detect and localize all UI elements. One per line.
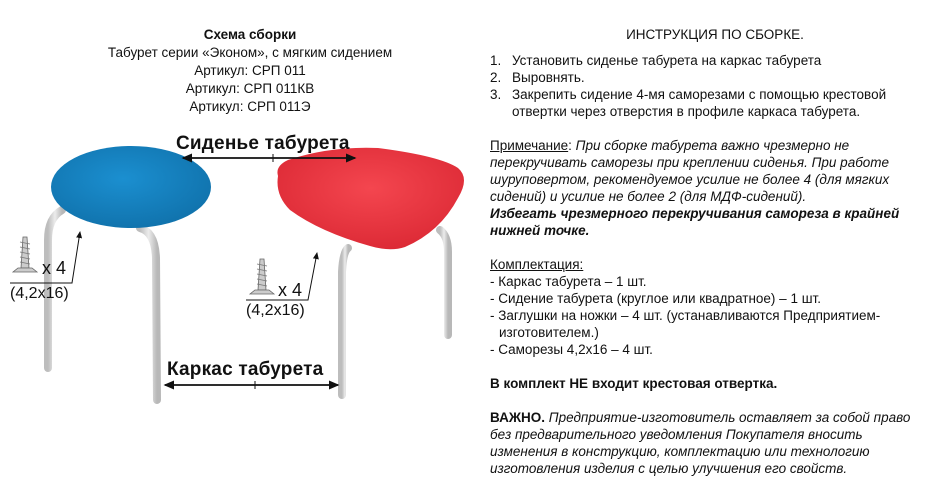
step-item: [490, 86, 930, 120]
step-text: Выровнять.: [512, 70, 585, 85]
important-text: Предприятие-изготовитель оставляет за собой право без предварительного уведомления Покупателя вносить изменения в конструкцию, комплектацию или технологию изготовления изделия с целью улучшения его свойств.: [490, 410, 911, 476]
kit-item-continued: изготовителем.): [499, 325, 599, 340]
screw-count-left: x 4: [42, 258, 67, 278]
screw-count-right: x 4: [278, 280, 303, 300]
instructions-heading: ИНСТРУКЦИЯ ПО СБОРКЕ.: [626, 27, 804, 42]
note-block: Примечание: При сборке табурета важно чрезмерно не перекручивать саморезы при креплении сиденья. При работе шуруповертом, рекомендуемое усилие не более 4 (для мягких сидений) и усилие не более 2 (для МДФ-сидений). Избегать чрезмерного перекручивания самореза в крайней нижней точке.: [490, 137, 930, 239]
step-number: 3.: [490, 87, 502, 102]
frame-label: Каркас табурета: [167, 359, 324, 380]
article-number: Артикул: СРП 011Э: [189, 99, 311, 114]
step-text: Установить сиденье табурета на каркас табурета: [512, 53, 822, 68]
step-item: [490, 69, 930, 86]
square-seat: [277, 148, 464, 250]
important-label: ВАЖНО.: [490, 410, 546, 425]
scheme-subtitle: Табурет серии «Эконом», с мягким сидением: [107, 45, 393, 60]
note-warning: Избегать чрезмерного перекручивания самореза в крайней нижней точке.: [490, 206, 900, 238]
screw-size-left: (4,2x16): [10, 285, 69, 302]
important-block: [490, 409, 930, 477]
screw-icon: [250, 259, 274, 294]
note-label: Примечание: [490, 138, 569, 153]
kit-item: - Заглушки на ножки – 4 шт. (устанавливаются Предприятием-: [490, 308, 881, 323]
seat-label: Сиденье табурета: [176, 133, 350, 154]
kit-contents: [490, 256, 930, 358]
steps-list: [490, 52, 930, 120]
step-text: Закрепить сидение 4-мя саморезами с помощью крестовой отвертки через отверстия в профиле каркаса табурета.: [512, 87, 887, 119]
kit-item: - Саморезы 4,2х16 – 4 шт.: [490, 342, 653, 357]
kit-item: - Сидение табурета (круглое или квадратное) – 1 шт.: [490, 291, 821, 306]
note-text: При сборке табурета важно чрезмерно не перекручивать саморезы при креплении сиденья. При работе шуруповертом, рекомендуемое усилие не более 4 (для мягких сидений) и усилие не более 2 (для МДФ-сидений).: [490, 138, 890, 204]
kit-label: Комплектация:: [490, 257, 584, 272]
screw-size-right: (4,2x16): [246, 302, 305, 319]
screw-icon: [13, 237, 37, 272]
no-screwdriver-notice: В комплект НЕ входит крестовая отвертка.: [490, 376, 778, 391]
square-stool-red: [277, 148, 464, 395]
kit-item: - Каркас табурета – 1 шт.: [490, 274, 647, 289]
step-number: 1.: [490, 53, 502, 68]
assembly-instructions: [490, 26, 930, 477]
step-number: 2.: [490, 70, 502, 85]
step-item: [490, 52, 930, 69]
article-number: Артикул: СРП 011: [194, 63, 306, 78]
scheme-title: Схема сборки: [203, 27, 297, 42]
article-number: Артикул: СРП 011КВ: [185, 81, 315, 96]
